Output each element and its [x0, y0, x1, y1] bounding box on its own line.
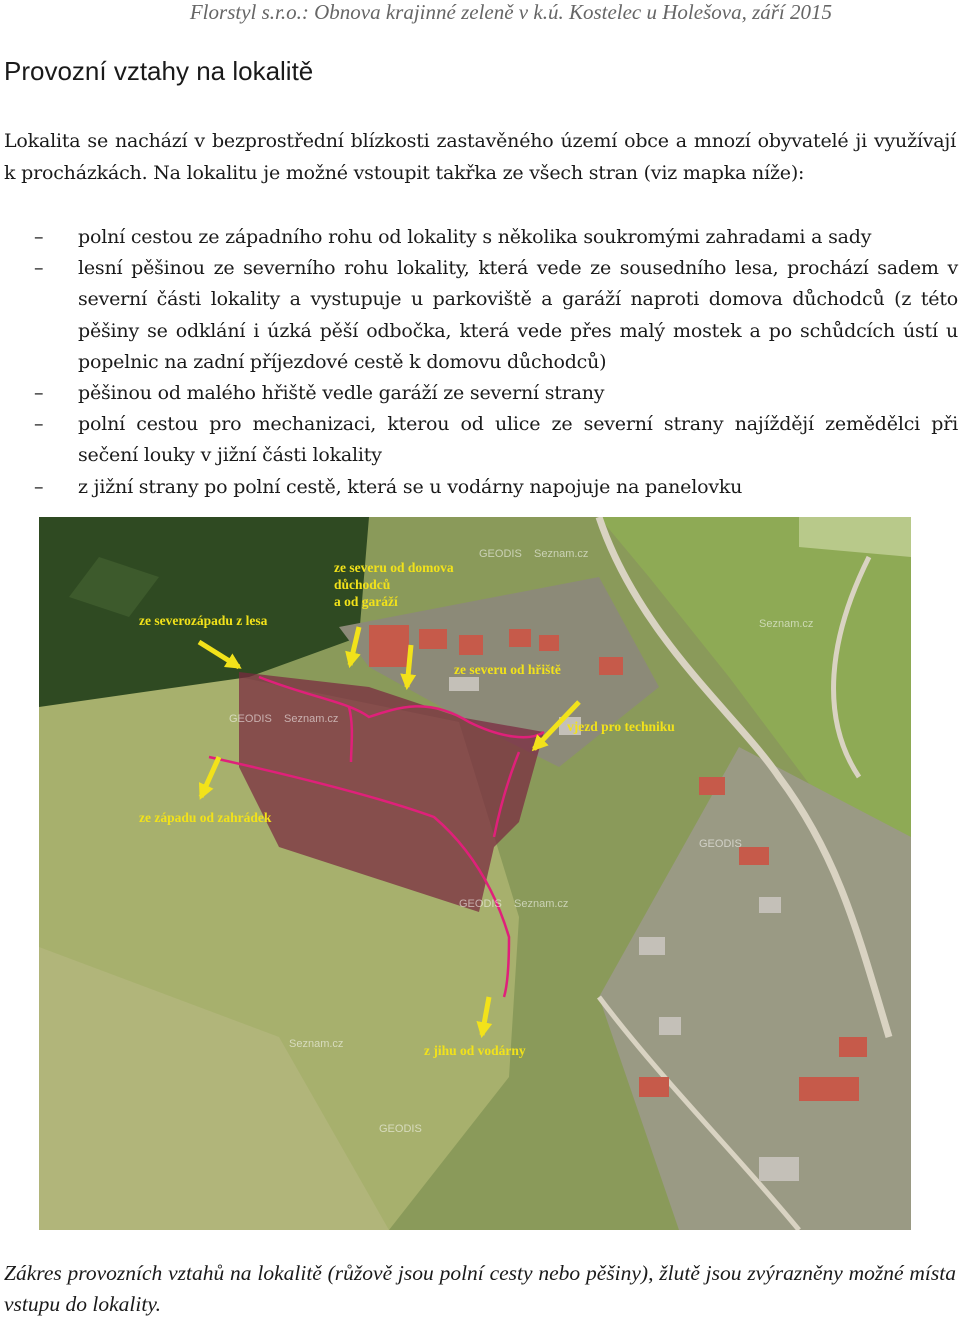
label-northwest: ze severozápadu z lesa: [139, 613, 268, 628]
intro-paragraph: Lokalita se nachází v bezprostřední blízkosti zastavěného území obce a mnozí obyvatelé ji využívají k procházkách. Na lokalitu je možné vstoupit takřka ze všech stran (viz mapka níže):: [4, 130, 956, 184]
figure-caption: Zákres provozních vztahů na lokalitě (růžově jsou polní cesty nebo pěšiny), žlutě jsou zvýrazněny možné místa vstupu do lokality.: [4, 1261, 956, 1316]
list-item: [0, 409, 958, 471]
list-item-text: z jižní strany po polní cestě, která se u vodárny napojuje na panelovku: [78, 475, 743, 498]
label-machinery: vjezd pro techniku: [567, 719, 675, 734]
label-north-playground: ze severu od hřiště: [454, 662, 561, 677]
watermark-seznam: Seznam.cz: [284, 713, 339, 725]
watermark-seznam: Seznam.cz: [514, 898, 569, 910]
bullet-dash: –: [34, 413, 44, 436]
label-north-home-3: a od garáží: [334, 594, 398, 609]
watermark-geodis: GEODIS: [699, 838, 742, 850]
label-north-home-2: důchodců: [334, 577, 391, 592]
watermark-geodis: GEODIS: [229, 713, 272, 725]
watermark-geodis: GEODIS: [379, 1123, 422, 1135]
aerial-map-drawing: [39, 517, 911, 1230]
bullet-dash: –: [34, 226, 44, 248]
list-item: [0, 472, 958, 503]
watermark-seznam: Seznam.cz: [759, 618, 814, 630]
watermark-seznam: Seznam.cz: [534, 548, 589, 560]
bullet-dash: –: [34, 475, 44, 498]
label-north-home: ze severu od domova: [334, 560, 454, 575]
list-item: [0, 222, 958, 253]
list-item: [0, 378, 958, 409]
aerial-map: [39, 517, 911, 1230]
watermark-seznam: Seznam.cz: [289, 1038, 344, 1050]
page-header: Florstyl s.r.o.: Obnova krajinné zeleně v k.ú. Kostelec u Holešova, září 2015: [189, 0, 832, 24]
watermark-geodis: GEODIS: [479, 548, 522, 560]
label-west: ze západu od zahrádek: [139, 810, 272, 825]
watermark-geodis: GEODIS: [459, 898, 502, 910]
bullet-dash: –: [34, 257, 44, 280]
list-item: [0, 253, 958, 378]
section-heading: Provozní vztahy na lokalitě: [4, 56, 314, 86]
list-item-text: lesní pěšinou ze severního rohu lokality, která vede ze sousedního lesa, prochází sadem v severní části lokality a vystupuje u parkoviště a garáží naproti domova důchodců (z této pěšiny se odklání i úzká pěší odbočka, která vede přes malý mostek a po schůdcích ústí u popelnic na zadní příjezdové cestě k domovu důchodců): [78, 257, 958, 373]
label-south: z jihu od vodárny: [424, 1043, 526, 1058]
bullet-dash: –: [34, 382, 44, 405]
access-list: [0, 222, 958, 503]
list-item-text: polní cestou pro mechanizaci, kterou od ulice ze severní strany najíždějí zemědělci při sečení louky v jižní části lokality: [78, 413, 958, 467]
list-item-text: pěšinou od malého hřiště vedle garáží ze severní strany: [78, 382, 605, 405]
list-item-text: polní cestou ze západního rohu od lokality s několika soukromými zahradami a sady: [78, 226, 872, 248]
